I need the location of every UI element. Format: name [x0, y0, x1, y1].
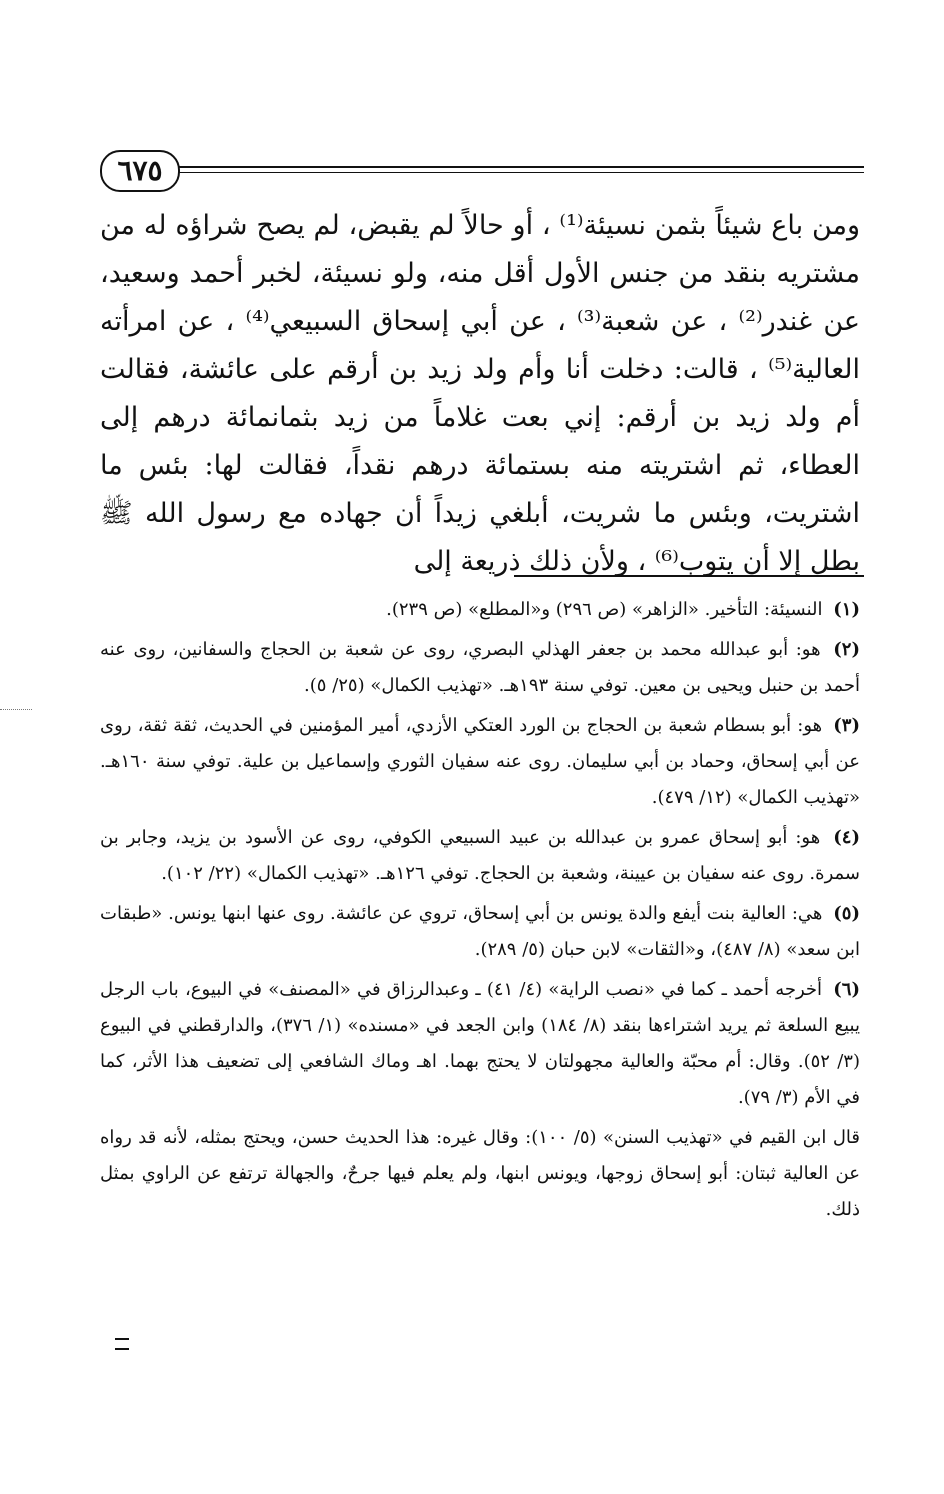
footnote-number: (٢): [833, 639, 860, 660]
page-number-badge: [100, 150, 180, 192]
footnote-number: (١): [833, 599, 860, 620]
footnote-text: النسيئة: التأخير. «الزاهر» (ص ٢٩٦) و«المطلع» (ص ٢٣٩).: [386, 599, 823, 620]
footnote-6-continuation: قال ابن القيم في «تهذيب السنن» (٥/ ١٠٠): وقال غيره: هذا الحديث حسن، ويحتج بمثله، لأنه قد رواه عن العالية ثبتان: أبو إسحاق زوجها، ويونس ابنها، ولم يعلم فيها جرحٌ، والجهالة ترتفع عن الراوي بمثل ذلك.: [100, 1127, 860, 1220]
footnote-6: [100, 972, 860, 1116]
footnote-4: [100, 820, 860, 892]
footnote-text: هو: أبو عبدالله محمد بن جعفر الهذلي البصري، روى عن شعبة بن الحجاج والسفانين، روى عنه أحمد بن حنبل ويحيى بن معين. توفي سنة ١٩٣هـ. «تهذيب الكمال» (٢٥/ ٥).: [100, 639, 860, 696]
header-rule-top: [178, 166, 864, 168]
footnotes-section: [100, 592, 860, 1228]
footnote-5: [100, 896, 860, 968]
header-rule-bottom: [178, 172, 864, 173]
footnote-2: [100, 632, 860, 704]
footnote-number: (٥): [833, 903, 860, 924]
footnote-1: [100, 592, 860, 628]
page-header: [100, 150, 864, 200]
footnote-text: أخرجه أحمد ـ كما في «نصب الراية» (٤/ ٤١) ـ وعبدالرزاق في «المصنف» في البيوع، باب الرجل يبيع السلعة ثم يريد اشتراءها بنقد (٨/ ١٨٤) وابن الجعد في «مسنده» (١/ ٣٧٦)، والدارقطني في البيوع (٣/ ٥٢). وقال: أم محبّة والعالية مجهولتان لا يحتج بهما. اهـ وماك الشافعي إلى تضعيف هذا الأثر، كما في الأم (٣/ ٧٩).: [100, 979, 860, 1108]
main-text-block: [100, 202, 860, 586]
footnote-number: (٦): [833, 979, 860, 1000]
footnote-text: هو: أبو إسحاق عمرو بن عبدالله بن عبيد السبيعي الكوفي، روى عن الأسود بن يزيد، وجابر بن سمرة. روى عنه سفيان بن عيينة، وشعبة بن الحجاج. توفي ١٢٦هـ. «تهذيب الكمال» (٢٢/ ١٠٢).: [100, 827, 860, 884]
footnote-number: (٣): [833, 715, 860, 736]
page-number: ٦٧٥: [117, 154, 163, 187]
main-paragraph: ومن باع شيئاً بثمن نسيئة⁽¹⁾ ، أو حالاً لم يقبض، لم يصح شراؤه له من مشتريه بنقد من جنس الأول أقل منه، ولو نسيئة، لخبر أحمد وسعيد، عن غندر⁽²⁾ ، عن شعبة⁽³⁾ ، عن أبي إسحاق السبيعي⁽⁴⁾ ، عن امرأته العالية⁽⁵⁾ ، قالت: دخلت أنا وأم ولد زيد بن أرقم على عائشة، فقالت أم ولد زيد بن أرقم: إني بعت غلاماً من زيد بثمانمائة درهم إلى العطاء، ثم اشتريته منه بستمائة درهم نقداً، فقالت لها: بئس ما اشتريت، وبئس ما شريت، أبلغي زيداً أن جهاده مع رسول الله ﷺ بطل إلا أن يتوب⁽⁶⁾ ، ولأن ذلك ذريعة إلى: [100, 210, 860, 577]
footnote-text: هو: أبو بسطام شعبة بن الحجاج بن الورد العتكي الأزدي، أمير المؤمنين في الحديث، ثقة ثقة، روى عن أبي إسحاق، وحماد بن أبي سليمان. روى عنه سفيان الثوري وإسماعيل بن علية. توفي سنة ١٦٠هـ. «تهذيب الكمال» (١٢/ ٤٧٩).: [100, 715, 860, 808]
footnote-3: [100, 708, 860, 816]
margin-dotted-mark: [0, 709, 32, 710]
footnote-number: (٤): [833, 827, 860, 848]
footnotes-separator: [514, 575, 864, 577]
continuation-mark: [115, 1338, 129, 1350]
footnote-text: هي: العالية بنت أيفع والدة يونس بن أبي إسحاق، تروي عن عائشة. روى عنها ابنها يونس. «طبقات ابن سعد» (٨/ ٤٨٧)، و«الثقات» لابن حبان (٥/ ٢٨٩).: [100, 903, 860, 960]
